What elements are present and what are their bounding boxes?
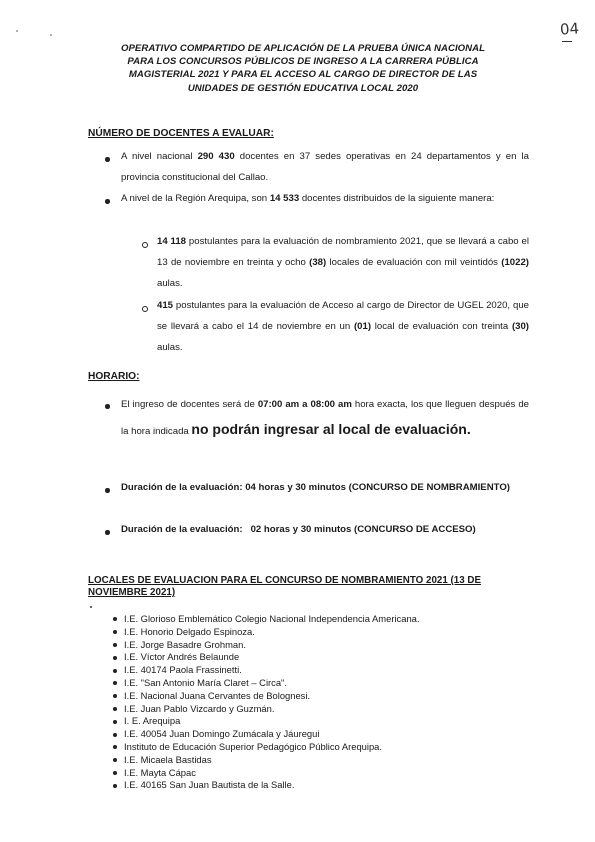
list-item-text: I.E. Juan Pablo Vizcardo y Guzmán.: [124, 702, 275, 714]
list-item: [124, 639, 544, 652]
list-item-text: I.E. 40054 Juan Domingo Zumácala y Jáuregui: [124, 728, 320, 740]
list-item-text: I.E. Víctor Andrés Belaunde: [124, 651, 240, 663]
list-item: [124, 677, 544, 690]
duracion-acceso-label: Duración de la evaluación:: [121, 524, 243, 535]
ingreso-text: El ingreso de docentes será de: [121, 399, 258, 410]
list-item: [124, 626, 544, 639]
nombramiento-locales: (38): [309, 257, 327, 268]
national-text-post: docentes en 37 sedes operativas en 24 departamentos y en la provincia constitucional del Callao.: [121, 151, 529, 183]
list-item-text: I. E. Arequipa: [124, 715, 181, 727]
title-line: OPERATIVO COMPARTIDO DE APLICACIÓN DE LA PRUEBA ÚNICA NACIONAL: [120, 43, 486, 54]
bullet-icon: [113, 784, 117, 788]
region-number: 14 533: [269, 193, 300, 204]
duracion-nombramiento-item: Duración de la evaluación: 04 horas y 30 minutos (CONCURSO DE NOMBRAMIENTO): [121, 482, 510, 493]
title-line: PARA LOS CONCURSOS PÚBLICOS DE INGRESO A LA CARRERA PÚBLICA: [127, 56, 479, 68]
list-item: [124, 715, 544, 728]
bullet-icon: [105, 488, 110, 493]
national-count-item: [121, 146, 529, 188]
locales-list: [124, 613, 544, 792]
national-text-pre: A nivel nacional: [121, 151, 198, 162]
bullet-icon: [113, 745, 117, 749]
acceso-text: postulantes para la evaluación de Acceso al cargo de Director de UGEL 2020, que se llevará a cabo el 14 de noviembre en un: [157, 300, 529, 332]
bullet-icon: [113, 681, 117, 685]
ingreso-warning: no podrán ingresar al local de evaluación.: [191, 421, 471, 437]
acceso-locales: (01): [353, 321, 372, 332]
nombramiento-aulas: (1022): [501, 257, 529, 268]
list-item: [124, 651, 544, 664]
national-number: 290 430: [197, 151, 235, 162]
bullet-icon: [105, 404, 110, 409]
list-item: [124, 754, 544, 767]
bullet-icon: [113, 720, 117, 724]
title-line: MAGISTERIAL 2021 Y PARA EL ACCESO AL CARGO DE DIRECTOR DE LAS: [128, 69, 478, 81]
sub-bullet-icon: [142, 242, 148, 248]
acceso-text: aulas.: [157, 342, 183, 353]
scan-speck: [90, 606, 92, 608]
list-item-text: I.E. Honorio Delgado Espinoza.: [124, 625, 255, 637]
docentes-heading: NÚMERO DE DOCENTES A EVALUAR:: [88, 128, 274, 139]
locales-heading: LOCALES DE EVALUACION PARA EL CONCURSO DE NOMBRAMIENTO 2021 (13 DE NOVIEMBRE 2021): [88, 575, 482, 598]
nombramiento-text: locales de evaluación con mil veintidós: [326, 257, 502, 268]
sub-bullet-icon: [142, 306, 148, 312]
nombramiento-text: aulas.: [157, 278, 183, 289]
acceso-aulas: (30): [511, 321, 529, 332]
page-number: 04: [559, 19, 580, 39]
ingreso-hours: 07:00 am a 08:00 am: [257, 399, 352, 410]
title-line: UNIDADES DE GESTIÓN EDUCATIVA LOCAL 2020: [187, 82, 419, 94]
list-item: [124, 664, 544, 677]
acceso-text: local de evaluación con treinta: [371, 321, 512, 332]
horario-heading: HORARIO:: [88, 371, 140, 382]
bullet-icon: [113, 733, 117, 737]
list-item: [124, 703, 544, 716]
list-item: [124, 767, 544, 780]
list-item-text: I.E. Mayta Cápac: [124, 766, 196, 778]
bullet-icon: [113, 669, 117, 673]
duracion-acceso-value: 02 horas y 30 minutos (CONCURSO DE ACCESO): [250, 524, 476, 535]
list-item: [124, 779, 544, 792]
list-item: [124, 741, 544, 754]
nombramiento-item: [157, 231, 529, 294]
list-item-text: I.E. Glorioso Emblemático Colegio Nacional Independencia Americana.: [124, 613, 420, 624]
bullet-icon: [113, 643, 117, 647]
region-count-item: [121, 188, 529, 209]
list-item-text: Instituto de Educación Superior Pedagógico Público Arequipa.: [124, 740, 382, 752]
bullet-icon: [105, 530, 110, 535]
list-item-text: I.E. 40165 San Juan Bautista de la Salle.: [124, 779, 295, 791]
nombramiento-number: 14 118: [157, 236, 187, 247]
nombramiento-text: postulantes para la evaluación de nombramiento 2021, que se llevará a cabo el 13 de noviembre en treinta y ocho: [157, 236, 529, 268]
document-title: [88, 42, 518, 95]
bullet-icon: [113, 707, 117, 711]
region-text-pre: A nivel de la Región Arequipa, son: [121, 193, 270, 204]
list-item-text: I.E. Nacional Juana Cervantes de Bolognesi.: [124, 689, 311, 701]
duracion-acceso-item: [121, 519, 529, 540]
scan-speck: [16, 30, 18, 32]
bullet-icon: [113, 771, 117, 775]
bullet-icon: [113, 694, 117, 698]
scan-speck: [50, 34, 52, 36]
bullet-icon: [105, 157, 110, 162]
ingreso-text: hora exacta, los que lleguen después de la hora indicada: [121, 399, 530, 437]
region-text-post: docentes distribuidos de la siguiente manera:: [299, 193, 495, 204]
bullet-icon: [113, 617, 117, 621]
acceso-number: 415: [157, 300, 174, 311]
bullet-icon: [113, 656, 117, 660]
list-item-text: I.E. 40174 Paola Frassinetti.: [124, 664, 242, 676]
acceso-item: [157, 295, 529, 358]
list-item-text: I.E. "San Antonio María Claret – Circa".: [124, 676, 287, 688]
list-item: [124, 690, 544, 703]
list-item-text: I.E. Micaela Bastidas: [124, 753, 212, 765]
bullet-icon: [113, 630, 117, 634]
page-number-underline: [562, 41, 572, 42]
bullet-icon: [105, 199, 110, 204]
list-item: [124, 728, 544, 741]
bullet-icon: [113, 758, 117, 762]
list-item: [124, 613, 544, 626]
ingreso-item: [121, 393, 529, 444]
list-item-text: I.E. Jorge Basadre Grohman.: [124, 638, 246, 650]
